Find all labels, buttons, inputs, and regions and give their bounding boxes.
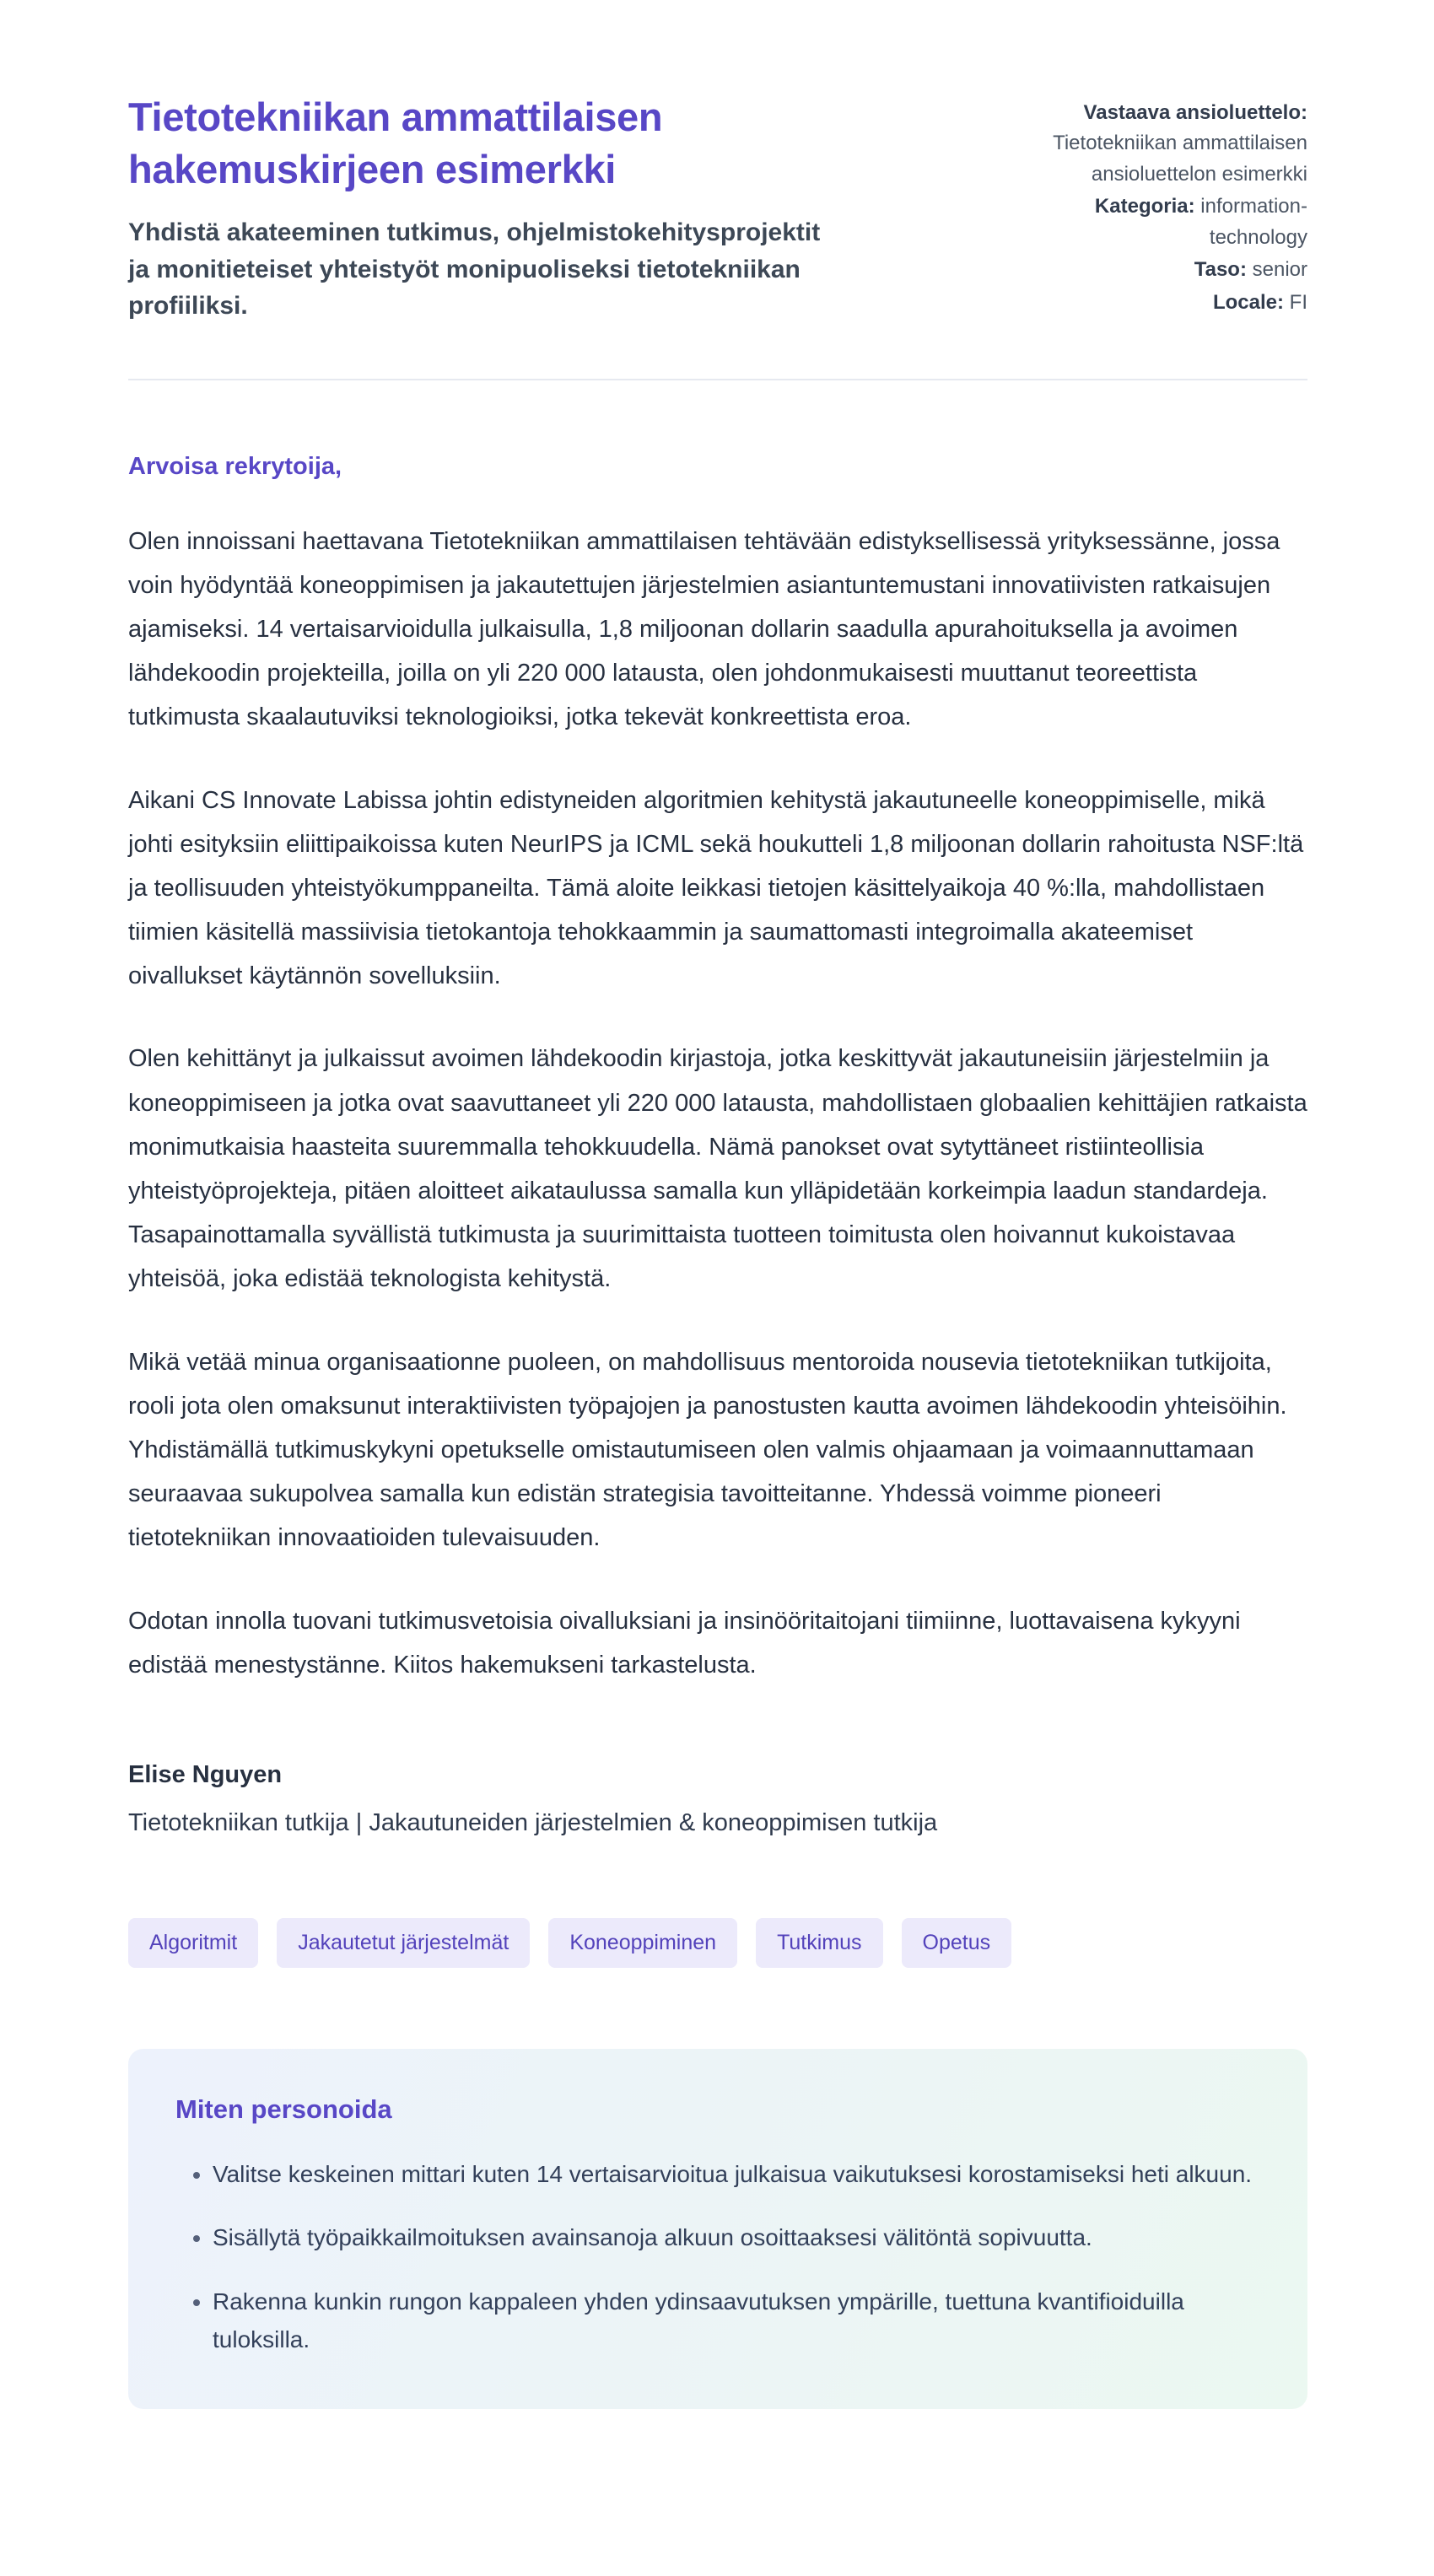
header [128, 91, 1307, 325]
meta-value: FI [1289, 290, 1307, 314]
personalization-tips-card [128, 2049, 1307, 2409]
letter-paragraph: Odotan innolla tuovani tutkimusvetoisia oivalluksiani ja insinööritaitojani tiimiinne, luottavaisena kykyyni edistää menestystänne. Kiitos hakemukseni tarkastelusta. [128, 1607, 1241, 1679]
page-subtitle: Yhdistä akateeminen tutkimus, ohjelmistokehitysprojektit ja monitieteiset yhteistyöt monipuoliseksi tietotekniikan profiiliksi. [128, 218, 821, 321]
tag-badge: Tutkimus [756, 1918, 882, 1968]
meta-value: senior [1252, 258, 1307, 282]
meta-value: information-technology [1200, 195, 1307, 249]
meta-label: Kategoria: [1094, 195, 1195, 218]
header-left [128, 91, 871, 325]
tag-badge: Opetus [902, 1918, 1012, 1968]
letter-paragraph: Olen kehittänyt ja julkaissut avoimen lähdekoodin kirjastoja, jotka keskittyvät jakautuneisiin järjestelmiin ja koneoppimiseen ja jotka ovat saavuttaneet yli 220 000 latausta, mahdollistaen globaalien kehittäjien ratkaista monimutkaisia haasteita suuremmalla tehokkuudella. Nämä panokset ovat sytyttäneet ristiinteollisia yhteistyöprojekteja, pitäen aloitteet aikataulussa samalla kun ylläpidetään korkeimpia laadun standardeja. Tasapainottamalla syvällistä tutkimusta ja suurimittaista tuotteen toimitusta olen hoivannut kukoistavaa yhteisöä, joka edistää teknologista kehitystä. [128, 1045, 1307, 1293]
tag-badge: Koneoppiminen [548, 1918, 737, 1968]
letter-paragraph: Aikani CS Innovate Labissa johtin edistyneiden algoritmien kehitystä jakautuneelle koneoppimiselle, mikä johti esityksiin eliittipaikoissa kuten NeurIPS ja ICML sekä houkutteli 1,8 miljoonan dollarin rahoitusta NSF:ltä ja teollisuuden yhteistyökumppaneilta. Tämä aloite leikkasi tietojen käsittelyaikoja 40 %:lla, mahdollistaen tiimien käsitellä massiivisia tietokantoja tehokkaammin ja saumattomasti integroimalla akateemiset oivallukset käytännön sovelluksiin. [128, 786, 1304, 990]
meta-label: Locale: [1212, 290, 1284, 314]
meta-value: Tietotekniikan ammattilaisen ansioluettelon esimerkki [1053, 132, 1307, 186]
meta-label: Vastaava ansioluettelo: [1083, 101, 1307, 124]
tips-item: • Valitse keskeinen mittari kuten 14 vertaisarvioitua julkaisua vaikutuksesi korostamiseksi heti alkuun. [213, 2155, 1259, 2193]
letter-paragraph: Mikä vetää minua organisaationne puoleen, on mahdollisuus mentoroida nousevia tietotekniikan tutkijoita, rooli jota olen omaksunut interaktiivisten työpajojen ja panostusten kautta avoimen lähdekoodin yhteisöihin. Yhdistämällä tutkimuskykyni opetukselle omistautumiseen olen valmis ohjaamaan ja voimaannuttamaan seuraavaa sukupolvea samalla kun edistän strategisia tavoitteitanne. Yhdessä voimme pioneeri tietotekniikan innovaatioiden tulevaisuuden. [128, 1348, 1287, 1552]
tips-item: • Sisällytä työpaikkailmoituksen avainsanoja alkuun osoittaaksesi välitöntä sopivuutta. [213, 2218, 1259, 2256]
signature-name: Elise Nguyen [128, 1760, 283, 1788]
tag-badge: Jakautetut järjestelmät [277, 1918, 530, 1968]
meta-row-locale [1011, 288, 1307, 318]
tips-list [175, 2155, 1260, 2358]
page-title: Tietotekniikan ammattilaisen hakemuskirjeen esimerkki [128, 94, 663, 192]
meta-row-level [1011, 255, 1307, 285]
signature-role: Tietotekniikan tutkija | Jakautuneiden järjestelmien & koneoppimisen tutkija [128, 1808, 938, 1836]
meta-row-category [1011, 191, 1307, 253]
tag-list [128, 1918, 1307, 1968]
meta-panel [1011, 91, 1307, 320]
header-divider [128, 379, 1307, 380]
tips-item: • Rakenna kunkin rungon kappaleen yhden ydinsaavutuksen ympärille, tuettuna kvantifioiduilla tuloksilla. [213, 2282, 1259, 2359]
letter-paragraph: Olen innoissani haettavana Tietotekniikan ammattilaisen tehtävään edistyksellisessä yrityksessänne, jossa voin hyödyntää koneoppimisen ja jakautettujen järjestelmien asiantuntemustani innovatiivisten ratkaisujen ajamiseksi. 14 vertaisarvioidulla julkaisulla, 1,8 miljoonan dollarin saadulla apurahoituksella ja avoimen lähdekoodin projekteilla, joilla on yli 220 000 latausta, olen johdonmukaisesti muuttanut teoreettista tutkimusta skaalautuviksi teknologioiksi, jotka tekevät konkreettista eroa. [128, 527, 1280, 731]
letter-greeting: Arvoisa rekrytoija, [128, 452, 342, 480]
meta-row-resume [1011, 98, 1307, 190]
letter-body [128, 453, 1307, 2410]
meta-label: Taso: [1194, 258, 1247, 282]
tag-badge: Algoritmit [128, 1918, 258, 1968]
tips-title: Miten personoida [175, 2094, 392, 2124]
